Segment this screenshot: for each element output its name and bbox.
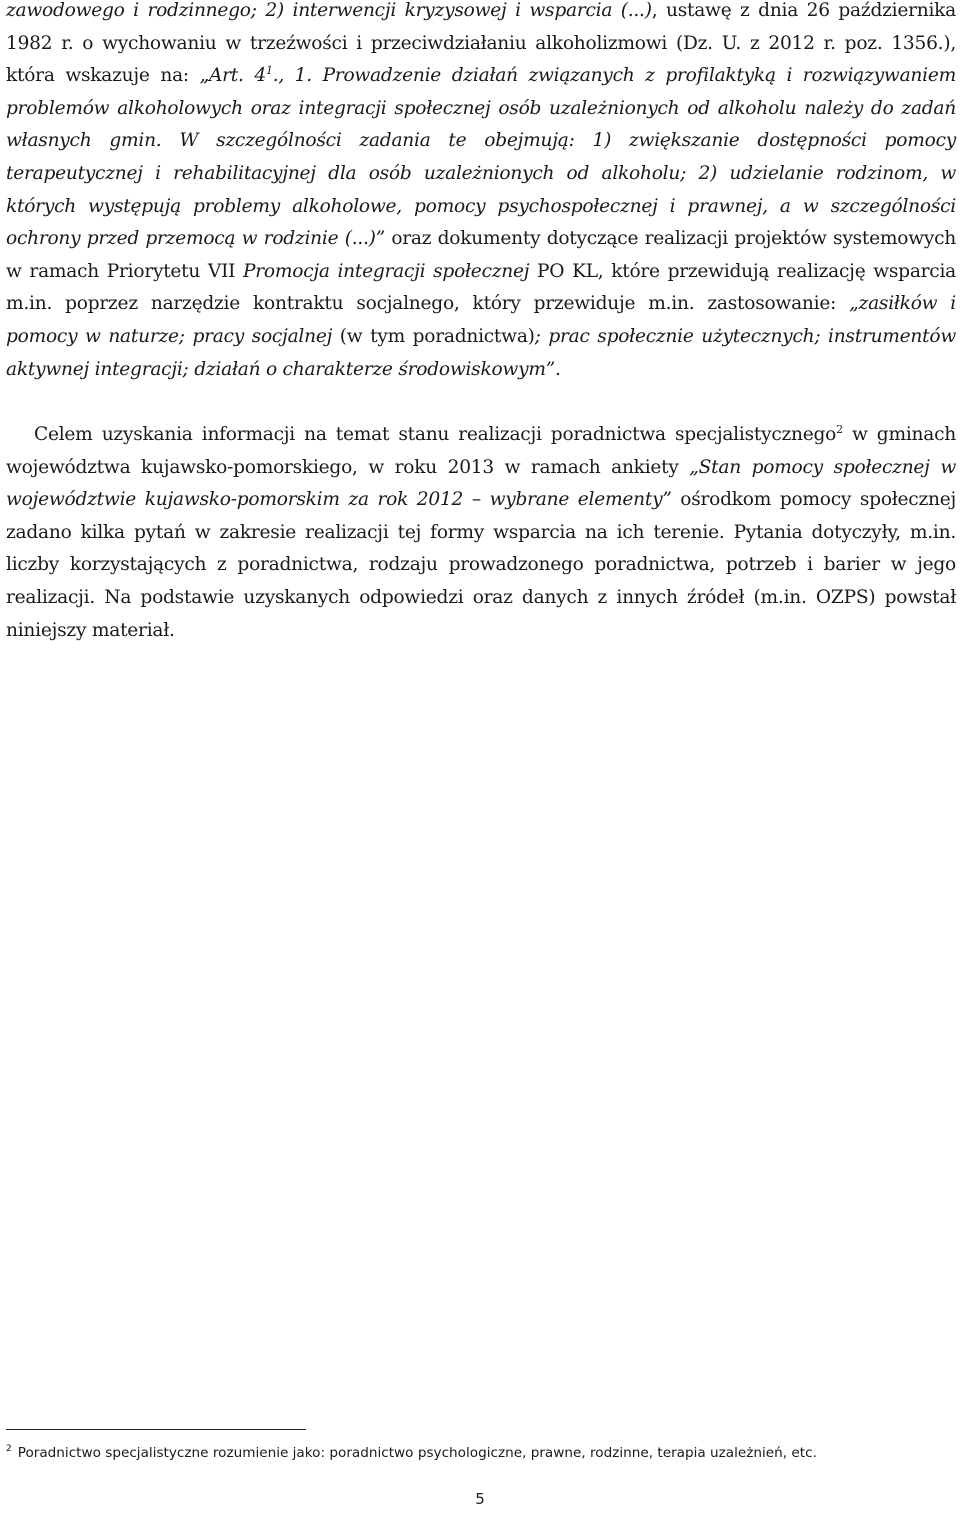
text-run: oraz dokumenty dotyczące realizacji projektów systemowych w ramach Priorytetu VII: [6, 228, 956, 282]
quote-italic: „Art. 4: [199, 65, 266, 87]
paragraph-legal-references: [6, 0, 956, 386]
footnote-text: Poradnictwo specjalistyczne rozumienie jako: poradnictwo psychologiczne, prawne, rodzinne, terapia uzależnień, etc.: [17, 1445, 817, 1461]
survey-title-italic: „Stan pomocy społecznej w województwie kujawsko-pomorskim za rok 2012 – wybrane elementy”: [6, 456, 957, 511]
footnote-mark: 2: [6, 1444, 12, 1455]
quote-italic: ., 1. Prowadzenie działań związanych z profilaktyką i rozwiązywaniem problemów alkoholowych oraz integracji społecznej osób uzależnionych od alkoholu należy do zadań własnych gmin. W szczególności zadania te obejmują: 1) zwiększanie dostępności pomocy terapeutycznej i rehabilitacyjnej dla osób uzależnionych od alkoholu; 2) udzielanie rodzinom, w których występują problemy alkoholowe, pomocy psychospołecznej i prawnej, a w szczególności ochrony przed przemocą w rodzinie (...)”: [6, 65, 956, 250]
footnote-reference: 2: [836, 422, 843, 436]
programme-name-italic: Promocja integracji społecznej: [243, 260, 530, 282]
quote-italic: ; prac społecznie użytecznych; instrumentów aktywnej integracji; działań o charakterze środowiskowym”.: [6, 325, 956, 380]
quote-italic: zawodowego i rodzinnego; 2) interwencji kryzysowej i wsparcia (...): [6, 0, 652, 21]
text-run: (w tym poradnictwa): [332, 325, 535, 347]
text-run: w gminach województwa kujawsko-pomorskiego, w roku 2013 w ramach ankiety: [6, 424, 956, 478]
superscript: 1: [265, 64, 273, 77]
text-run: , ustawę z dnia 26 października 1982 r. o wychowaniu w trzeźwości i przeciwdziałaniu alkoholizmowi (Dz. U. z 2012 r. poz. 1356.), która wskazuje na:: [6, 0, 957, 87]
page-number: 5: [475, 1490, 485, 1508]
quote-italic: „zasiłków i pomocy w naturze; pracy socjalnej: [6, 293, 956, 347]
footnote: [6, 1443, 946, 1463]
text-run: PO KL, które przewidują realizację wsparcia m.in. poprzez narzędzie kontraktu socjalnego, który przewiduje m.in. zastosowanie:: [6, 260, 956, 315]
text-run: ośrodkom pomocy społecznej zadano kilka pytań w zakresie realizacji tej formy wsparcia na ich terenie. Pytania dotyczyły, m.in. liczby korzystających z poradnictwa, rodzaju prowadzonego poradnictwa, potrzeb i barier w jego realizacji. Na podstawie uzyskanych odpowiedzi oraz danych z innych źródeł (m.in. OZPS) powstał niniejszy materiał.: [6, 489, 956, 641]
paragraph-survey-description: [6, 419, 956, 647]
footnote-separator: [6, 1429, 306, 1430]
text-run: Celem uzyskania informacji na temat stanu realizacji poradnictwa specjalistycznego: [34, 424, 837, 445]
